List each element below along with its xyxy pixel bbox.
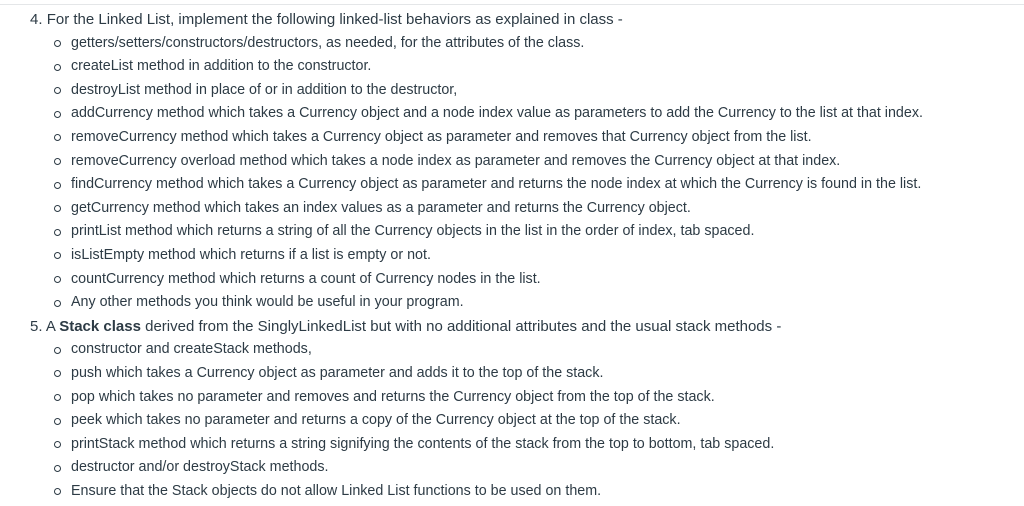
- list-item: [0, 338, 1024, 362]
- list-item-text: removeCurrency overload method which takes a node index as parameter and removes the Currency object at that index.: [71, 152, 841, 169]
- circle-bullet-icon: [54, 347, 61, 354]
- list-item-text: Ensure that the Stack objects do not allow Linked List functions to be used on them.: [71, 482, 602, 499]
- list-item-text: Any other methods you think would be useful in your program.: [71, 294, 464, 311]
- list-item-text: constructor and createStack methods,: [71, 341, 312, 358]
- circle-bullet-icon: [54, 40, 61, 47]
- circle-bullet-icon: [54, 441, 61, 448]
- list-item: [0, 291, 1024, 315]
- list-item-text: countCurrency method which returns a count of Currency nodes in the list.: [71, 270, 541, 287]
- section-heading: [0, 315, 1024, 339]
- list-item: [0, 197, 1024, 221]
- circle-bullet-icon: [54, 87, 61, 94]
- assignment-document: [0, 8, 1024, 503]
- list-item: [0, 79, 1024, 103]
- linked-list-requirements: [0, 32, 1024, 315]
- list-item: [0, 362, 1024, 386]
- circle-bullet-icon: [54, 182, 61, 189]
- circle-bullet-icon: [54, 134, 61, 141]
- list-item-text: removeCurrency method which takes a Currency object as parameter and removes that Currency object from the list.: [71, 128, 812, 145]
- list-item-text: printStack method which returns a string signifying the contents of the stack from the top to bottom, tab spaced.: [71, 435, 775, 452]
- circle-bullet-icon: [54, 276, 61, 283]
- list-item: [0, 433, 1024, 457]
- list-item: [0, 268, 1024, 292]
- list-item-text: pop which takes no parameter and removes and returns the Currency object from the top of the stack.: [71, 388, 715, 405]
- list-item-text: findCurrency method which takes a Currency object as parameter and returns the node index at which the Currency is found in the list.: [71, 176, 922, 193]
- list-item-text: destroyList method in place of or in addition to the destructor,: [71, 81, 458, 98]
- list-item-text: getters/setters/constructors/destructors, as needed, for the attributes of the class.: [71, 34, 585, 51]
- list-item-text: addCurrency method which takes a Currency object and a node index value as parameters to add the Currency to the list at that index.: [71, 105, 923, 122]
- circle-bullet-icon: [54, 300, 61, 307]
- circle-bullet-icon: [54, 465, 61, 472]
- circle-bullet-icon: [54, 418, 61, 425]
- section-heading: [0, 8, 1024, 32]
- list-item-text: isListEmpty method which returns if a list is empty or not.: [71, 246, 431, 263]
- circle-bullet-icon: [54, 205, 61, 212]
- circle-bullet-icon: [54, 394, 61, 401]
- circle-bullet-icon: [54, 370, 61, 377]
- bold-term: Stack class: [59, 317, 141, 335]
- list-item: [0, 173, 1024, 197]
- section-linked-list: [0, 8, 1024, 315]
- circle-bullet-icon: [54, 64, 61, 71]
- list-item-text: createList method in addition to the constructor.: [71, 58, 372, 75]
- list-item: [0, 220, 1024, 244]
- circle-bullet-icon: [54, 488, 61, 495]
- list-item-text: destructor and/or destroyStack methods.: [71, 459, 329, 476]
- circle-bullet-icon: [54, 252, 61, 259]
- list-item: [0, 244, 1024, 268]
- section-heading-text: A Stack class derived from the SinglyLinkedList but with no additional attributes and the usual stack methods -: [45, 317, 782, 335]
- list-item: [0, 456, 1024, 480]
- list-item: [0, 480, 1024, 504]
- circle-bullet-icon: [54, 111, 61, 118]
- list-item-text: peek which takes no parameter and returns a copy of the Currency object at the top of the stack.: [71, 412, 681, 429]
- list-item-text: getCurrency method which takes an index values as a parameter and returns the Currency object.: [71, 199, 691, 216]
- section-number: 4.: [30, 11, 43, 28]
- list-item: [0, 32, 1024, 56]
- list-item-text: push which takes a Currency object as parameter and adds it to the top of the stack.: [71, 364, 604, 381]
- section-number: 5.: [30, 317, 43, 335]
- list-item: [0, 102, 1024, 126]
- list-item: [0, 126, 1024, 150]
- list-item: [0, 409, 1024, 433]
- list-item: [0, 386, 1024, 410]
- section-heading-text: For the Linked List, implement the following linked-list behaviors as explained in class -: [46, 11, 623, 28]
- stack-requirements: [0, 338, 1024, 503]
- top-divider: [0, 4, 1024, 5]
- section-stack-class: [0, 315, 1024, 504]
- list-item-text: printList method which returns a string of all the Currency objects in the list in the order of index, tab spaced.: [71, 223, 755, 240]
- circle-bullet-icon: [54, 158, 61, 165]
- list-item: [0, 150, 1024, 174]
- circle-bullet-icon: [54, 229, 61, 236]
- list-item: [0, 55, 1024, 79]
